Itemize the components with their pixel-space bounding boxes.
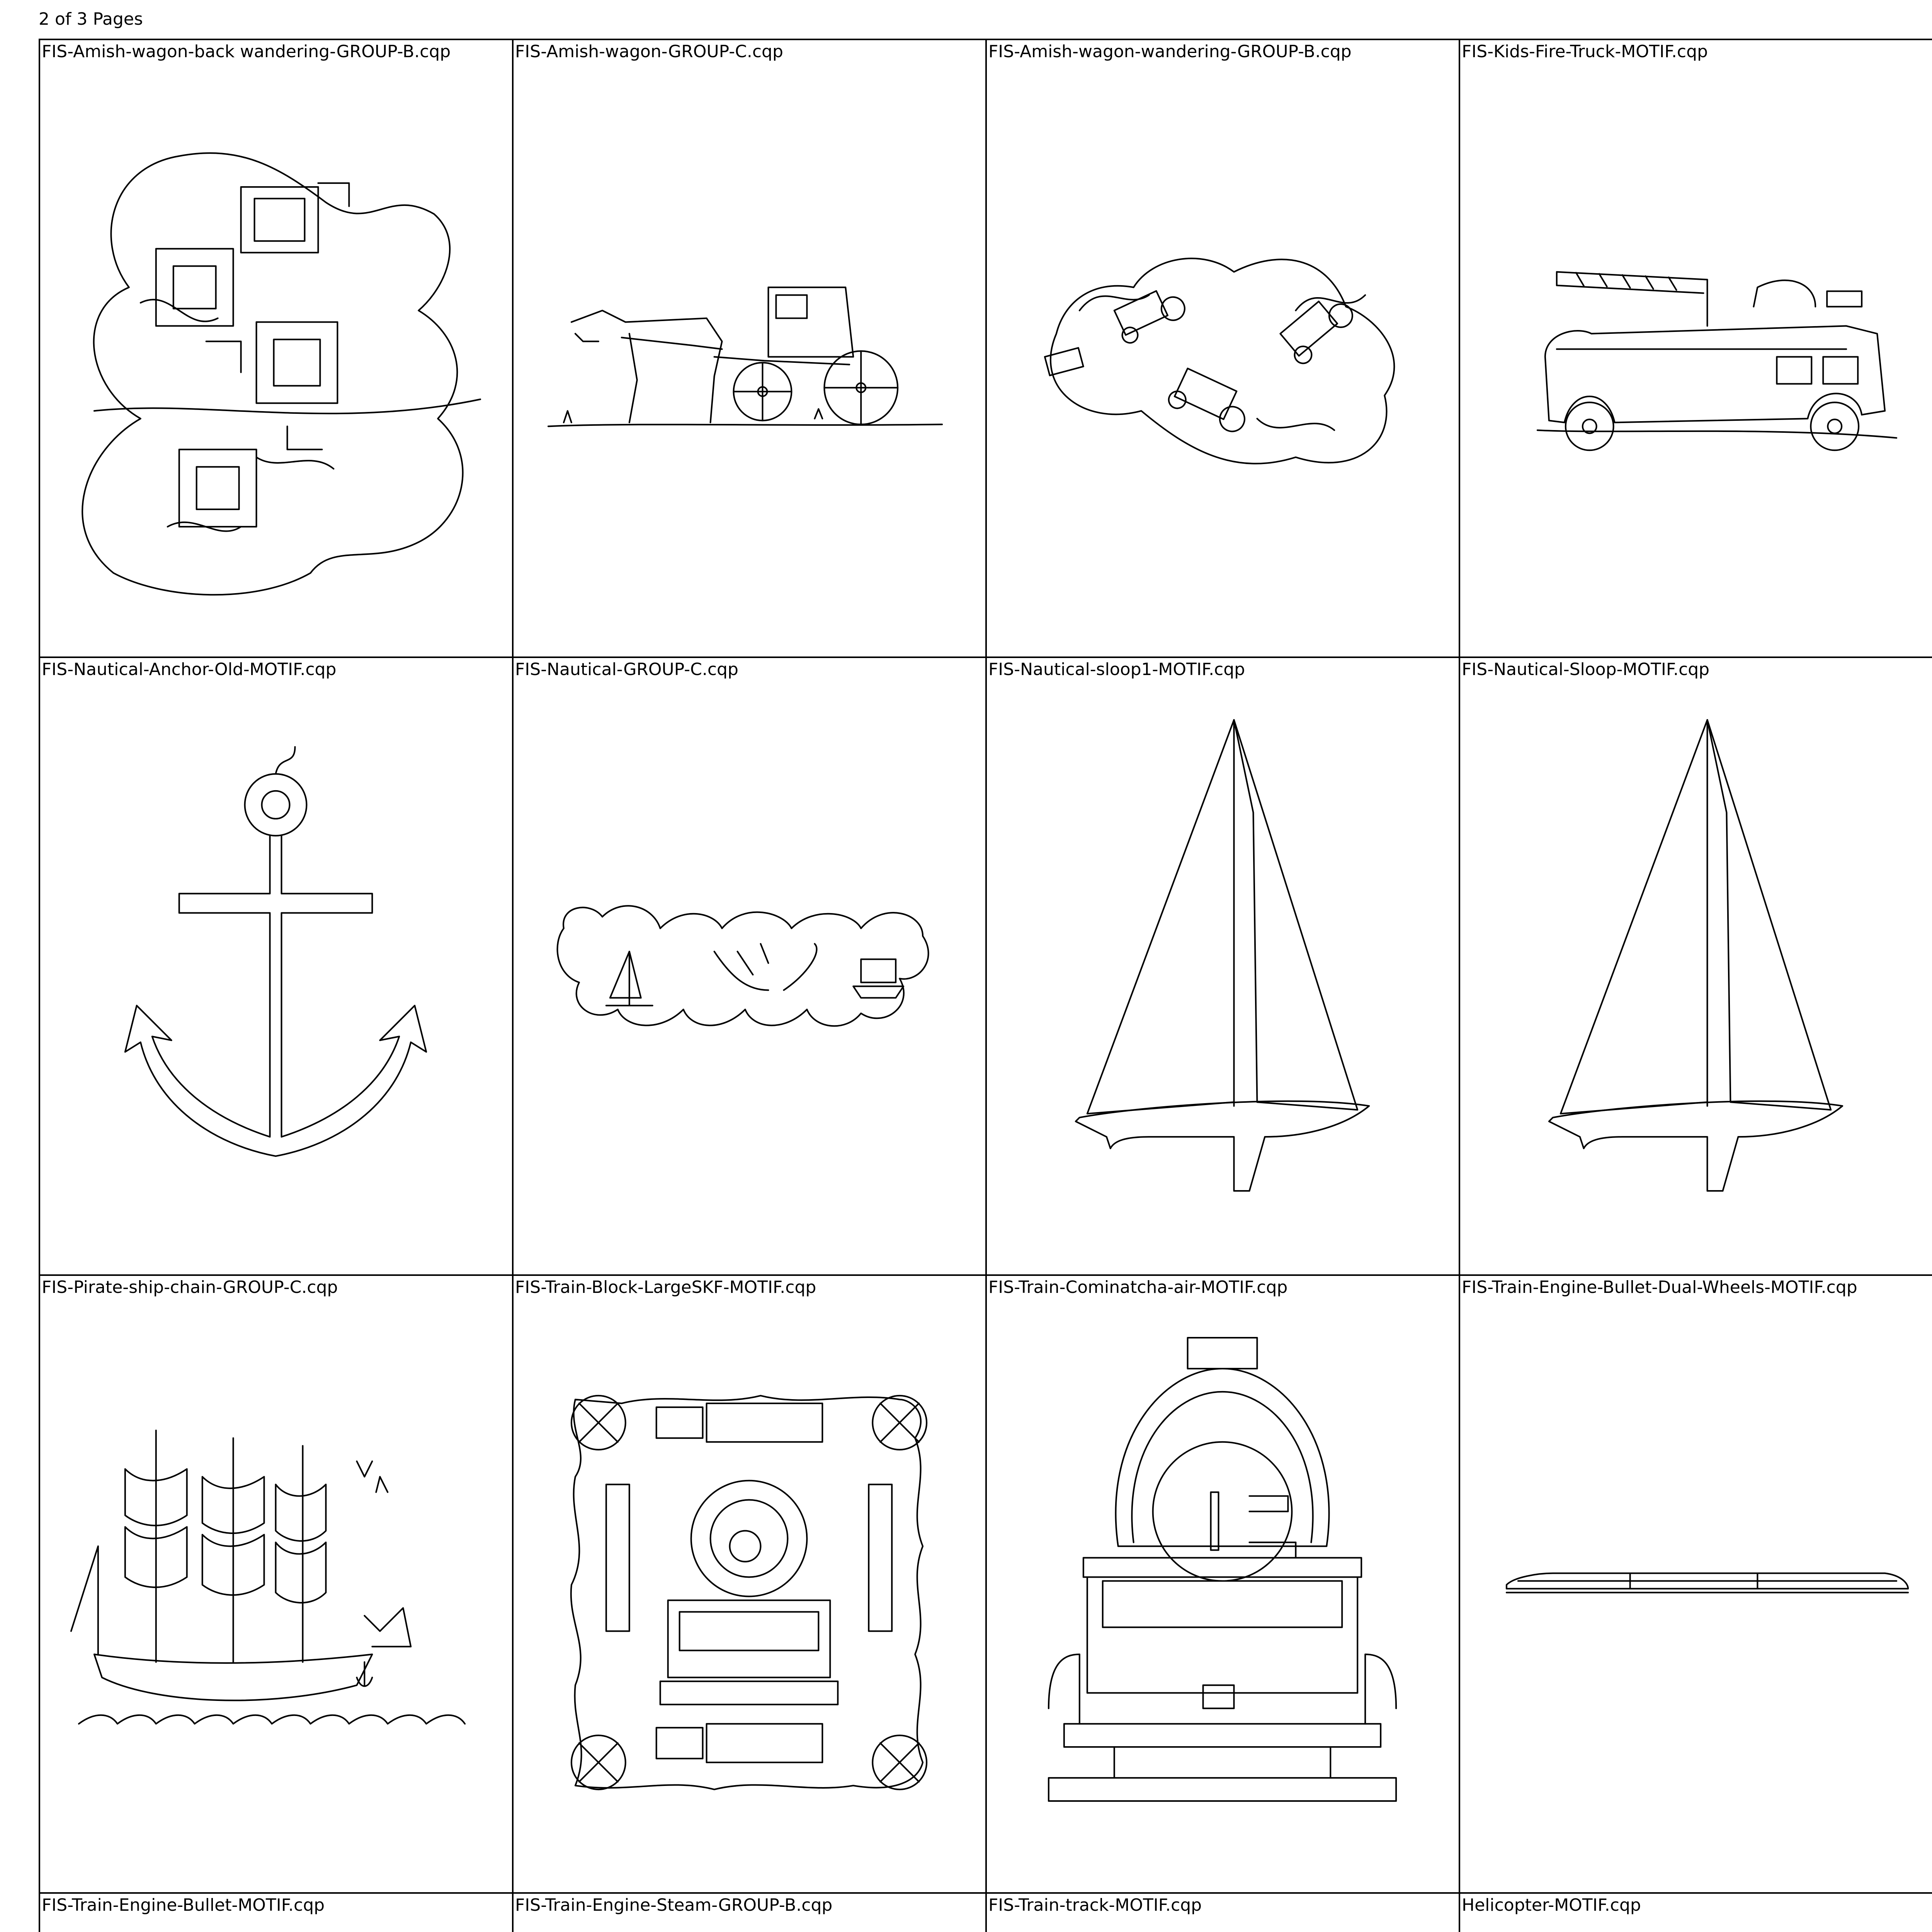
- pattern-cell[interactable]: [987, 1276, 1460, 1894]
- pattern-cell[interactable]: [514, 40, 987, 658]
- train-track-icon: [987, 1894, 1459, 1932]
- helicopter-icon: [1460, 1894, 1932, 1932]
- amish-wagon-wandering-quilt-icon: [40, 40, 512, 656]
- page-count-label: 2 of 3 Pages: [39, 9, 143, 29]
- pattern-filename: FIS-Train-Engine-Steam-GROUP-B.cqp: [515, 1895, 833, 1915]
- pattern-cell[interactable]: [987, 1894, 1460, 1932]
- sailboat-icon: [987, 658, 1459, 1274]
- pattern-filename: FIS-Train-Cominatcha-air-MOTIF.cqp: [988, 1277, 1288, 1297]
- pattern-filename: FIS-Train-track-MOTIF.cqp: [988, 1895, 1202, 1915]
- pattern-cell[interactable]: [40, 40, 514, 658]
- pattern-cell[interactable]: [514, 658, 987, 1276]
- steam-engine-icon: [514, 1894, 985, 1932]
- pattern-filename: FIS-Train-Engine-Bullet-Dual-Wheels-MOTIF.cqp: [1462, 1277, 1857, 1297]
- pattern-cell[interactable]: [1460, 1894, 1932, 1932]
- pattern-grid: [39, 39, 1932, 1932]
- pattern-cell[interactable]: [1460, 658, 1932, 1276]
- pattern-cell[interactable]: [514, 1276, 987, 1894]
- pattern-filename: FIS-Nautical-Sloop-MOTIF.cqp: [1462, 660, 1710, 679]
- pattern-filename: FIS-Nautical-Anchor-Old-MOTIF.cqp: [42, 660, 337, 679]
- pattern-cell[interactable]: [987, 658, 1460, 1276]
- buggies-wandering-icon: [987, 40, 1459, 656]
- pattern-cell[interactable]: [1460, 40, 1932, 658]
- pattern-cell[interactable]: [987, 40, 1460, 658]
- pattern-cell[interactable]: [514, 1894, 987, 1932]
- pattern-filename: FIS-Nautical-sloop1-MOTIF.cqp: [988, 660, 1245, 679]
- pattern-cell[interactable]: [1460, 1276, 1932, 1894]
- pattern-cell[interactable]: [40, 658, 514, 1276]
- locomotive-front-icon: [987, 1276, 1459, 1892]
- pattern-filename: Helicopter-MOTIF.cqp: [1462, 1895, 1641, 1915]
- horse-buggy-icon: [514, 40, 985, 656]
- fire-truck-icon: [1460, 40, 1932, 656]
- sailboat-icon: [1460, 658, 1932, 1274]
- pattern-filename: FIS-Train-Block-LargeSKF-MOTIF.cqp: [515, 1277, 816, 1297]
- bullet-train-icon: [40, 1894, 512, 1932]
- pattern-filename: FIS-Amish-wagon-wandering-GROUP-B.cqp: [988, 42, 1352, 61]
- pattern-filename: FIS-Amish-wagon-back wandering-GROUP-B.cqp: [42, 42, 451, 61]
- pattern-cell[interactable]: [40, 1276, 514, 1894]
- train-block-icon: [514, 1276, 985, 1892]
- pattern-filename: FIS-Train-Engine-Bullet-MOTIF.cqp: [42, 1895, 325, 1915]
- pattern-filename: FIS-Amish-wagon-GROUP-C.cqp: [515, 42, 783, 61]
- anchor-icon: [40, 658, 512, 1274]
- pattern-filename: FIS-Kids-Fire-Truck-MOTIF.cqp: [1462, 42, 1708, 61]
- pirate-ship-icon: [40, 1276, 512, 1892]
- pattern-cell[interactable]: [40, 1894, 514, 1932]
- pattern-filename: FIS-Nautical-GROUP-C.cqp: [515, 660, 738, 679]
- nautical-border-icon: [514, 658, 985, 1274]
- bullet-train-icon: [1460, 1276, 1932, 1892]
- pattern-filename: FIS-Pirate-ship-chain-GROUP-C.cqp: [42, 1277, 338, 1297]
